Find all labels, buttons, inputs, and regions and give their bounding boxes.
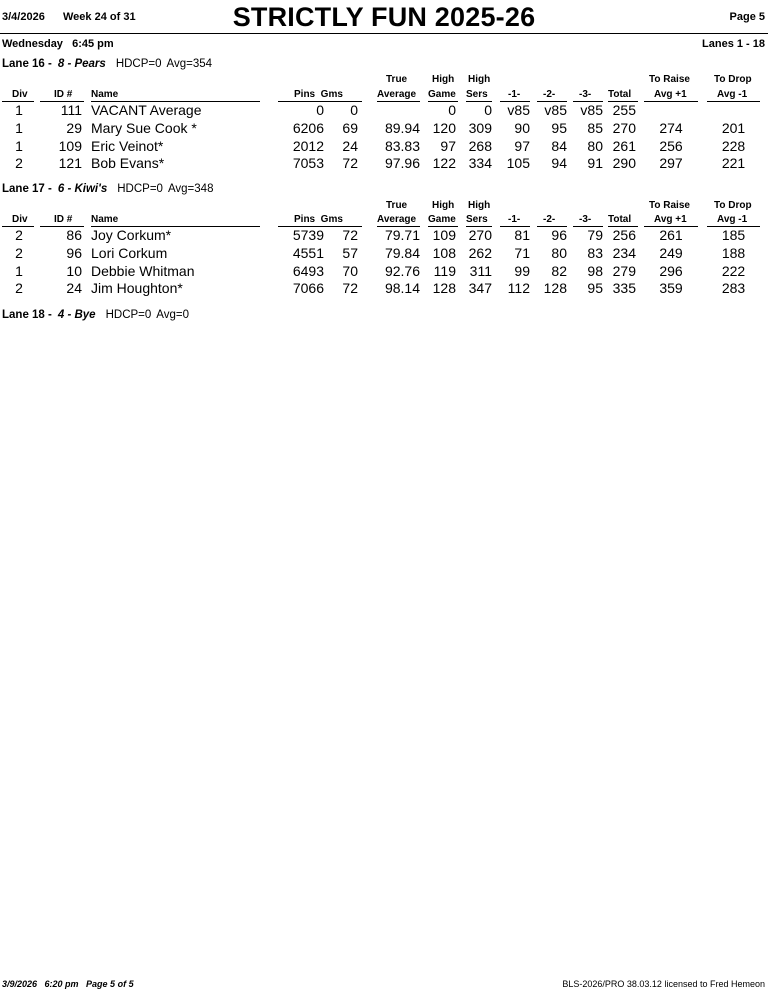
row-to-raise: 274 [659, 120, 683, 136]
team-name: 6 - Kiwi's [57, 183, 108, 195]
row-to-drop: 222 [721, 263, 746, 279]
row-high-game: 122 [432, 155, 456, 171]
row-total: 256 [612, 227, 636, 243]
row-total: 261 [612, 138, 636, 154]
row-div: 1 [15, 120, 23, 136]
row-game-2: v85 [544, 102, 567, 118]
row-game-3: 98 [587, 263, 603, 279]
row-true-average: 89.94 [384, 120, 420, 136]
col-true-label-1: True [386, 200, 408, 211]
col-total: Total [608, 89, 638, 102]
row-high-sers: 309 [468, 120, 492, 136]
row-id: 29 [66, 120, 82, 136]
page-number: Page 5 [729, 11, 765, 23]
row-to-raise: 359 [659, 280, 683, 296]
team-avg: Avg=0 [156, 309, 190, 321]
row-name: Mary Sue Cook * [91, 120, 197, 136]
row-name: VACANT Average [91, 102, 202, 118]
row-game-2: 94 [551, 155, 567, 171]
row-games: 24 [342, 138, 358, 154]
row-to-raise: 297 [659, 155, 683, 171]
row-id: 111 [60, 102, 82, 118]
lane-18-title [2, 309, 189, 321]
row-pins: 6493 [292, 263, 324, 279]
row-high-game: 109 [432, 227, 456, 243]
col-high-sers: Sers [466, 214, 492, 227]
row-pins: 2012 [292, 138, 324, 154]
row-game-3: 95 [587, 280, 603, 296]
row-to-raise: 296 [659, 263, 683, 279]
row-id: 24 [66, 280, 82, 296]
row-total: 234 [612, 245, 636, 261]
row-games: 72 [342, 280, 358, 296]
row-id: 10 [66, 263, 82, 279]
col-raise-label-1: To Raise [649, 200, 690, 211]
lane-16-title [2, 58, 212, 70]
row-game-3: v85 [580, 102, 603, 118]
team-avg: Avg=348 [167, 183, 214, 195]
row-high-game: 119 [433, 263, 456, 279]
row-to-raise: 249 [659, 245, 683, 261]
row-game-3: 80 [587, 138, 603, 154]
row-high-game: 97 [440, 138, 456, 154]
row-high-sers: 0 [484, 102, 492, 118]
row-id: 109 [58, 138, 82, 154]
col-true-average: Average [377, 214, 420, 227]
col-game-3: -3- [573, 89, 603, 102]
col-div: Div [2, 89, 34, 102]
row-high-sers: 268 [468, 138, 492, 154]
row-game-1: 99 [514, 263, 530, 279]
col-drop: Avg -1 [707, 89, 760, 102]
row-game-2: 96 [551, 227, 567, 243]
col-high-game-label-1: High [432, 74, 455, 85]
row-games: 72 [342, 227, 358, 243]
lane-17-title [2, 183, 213, 195]
col-game-3: -3- [573, 214, 603, 227]
row-game-2: 84 [551, 138, 567, 154]
row-true-average: 98.14 [384, 280, 420, 296]
row-pins: 5739 [292, 227, 324, 243]
row-high-game: 120 [432, 120, 456, 136]
row-game-2: 80 [551, 245, 567, 261]
row-true-average: 92.76 [384, 263, 420, 279]
team-name: 8 - Pears [57, 58, 106, 70]
lane-label: Lane 18 - [2, 309, 52, 321]
row-name: Eric Veinot* [91, 138, 164, 154]
row-game-1: 112 [507, 280, 530, 296]
row-name: Lori Corkum [91, 245, 168, 261]
row-high-game: 0 [448, 102, 456, 118]
lane-16-table [0, 74, 768, 194]
col-game-2: -2- [537, 214, 567, 227]
row-name: Bob Evans* [91, 155, 165, 171]
col-high-game-label-1: High [432, 200, 455, 211]
row-total: 255 [612, 102, 636, 118]
col-high-game: Game [428, 89, 458, 102]
lane-label: Lane 17 - [2, 183, 52, 195]
row-high-sers: 311 [469, 263, 492, 279]
row-games: 0 [350, 102, 358, 118]
col-pins-gms: Pins Gms [278, 214, 362, 227]
row-game-1: v85 [507, 102, 530, 118]
row-pins: 7066 [292, 280, 324, 296]
row-high-sers: 347 [468, 280, 492, 296]
col-game-2: -2- [537, 89, 567, 102]
row-div: 1 [15, 102, 23, 118]
row-div: 2 [15, 245, 23, 261]
row-total: 270 [612, 120, 636, 136]
col-true-average: Average [377, 89, 420, 102]
row-to-raise: 256 [659, 138, 683, 154]
row-to-drop: 188 [721, 245, 746, 261]
row-pins: 6206 [292, 120, 324, 136]
col-div: Div [2, 214, 34, 227]
col-true-label-1: True [386, 74, 408, 85]
row-game-3: 83 [587, 245, 603, 261]
team-hdcp: HDCP=0 [105, 309, 152, 321]
row-high-sers: 334 [468, 155, 492, 171]
row-total: 279 [612, 263, 636, 279]
col-game-1: -1- [500, 214, 530, 227]
col-total: Total [608, 214, 638, 227]
row-id: 96 [66, 245, 82, 261]
col-pins-gms: Pins Gms [278, 89, 362, 102]
col-drop-label-1: To Drop [714, 74, 752, 85]
row-game-2: 95 [551, 120, 567, 136]
row-to-drop: 228 [721, 138, 746, 154]
lane-17-table [0, 200, 768, 320]
team-avg: Avg=354 [166, 58, 213, 70]
row-games: 57 [342, 245, 358, 261]
row-game-1: 105 [506, 155, 530, 171]
row-to-drop: 201 [721, 120, 746, 136]
row-game-3: 85 [587, 120, 603, 136]
row-id: 86 [66, 227, 82, 243]
row-pins: 0 [316, 102, 324, 118]
row-to-raise: 261 [659, 227, 683, 243]
row-div: 1 [15, 138, 23, 154]
col-raise: Avg +1 [644, 89, 698, 102]
week-label: Week 24 of 31 [63, 11, 136, 23]
row-game-1: 71 [514, 245, 530, 261]
report-date: 3/4/2026 [2, 11, 45, 23]
row-div: 2 [15, 155, 23, 171]
row-games: 70 [342, 263, 358, 279]
row-true-average: 79.84 [384, 245, 420, 261]
row-total: 290 [612, 155, 636, 171]
row-high-game: 108 [432, 245, 456, 261]
col-raise-label-1: To Raise [649, 74, 690, 85]
row-total: 335 [612, 280, 636, 296]
row-true-average: 79.71 [384, 227, 420, 243]
row-pins: 4551 [292, 245, 324, 261]
col-id: ID # [40, 89, 84, 102]
row-game-1: 97 [514, 138, 530, 154]
row-to-drop: 221 [721, 155, 746, 171]
row-game-3: 79 [587, 227, 603, 243]
row-name: Joy Corkum* [91, 227, 172, 243]
row-games: 69 [342, 120, 358, 136]
row-to-drop: 283 [721, 280, 746, 296]
row-div: 2 [15, 227, 23, 243]
row-pins: 7053 [292, 155, 324, 171]
row-true-average: 97.96 [384, 155, 420, 171]
col-high-sers-label-1: High [468, 74, 491, 85]
row-name: Debbie Whitman [91, 263, 195, 279]
day-time: Wednesday 6:45 pm [2, 38, 114, 50]
col-drop-label-1: To Drop [714, 200, 752, 211]
row-high-game: 128 [432, 280, 456, 296]
col-high-sers: Sers [466, 89, 492, 102]
row-name: Jim Houghton* [91, 280, 183, 296]
team-hdcp: HDCP=0 [117, 183, 163, 195]
col-name: Name [91, 89, 260, 102]
row-game-1: 81 [514, 227, 530, 243]
lane-label: Lane 16 - [2, 58, 52, 70]
col-id: ID # [40, 214, 84, 227]
row-high-sers: 270 [468, 227, 492, 243]
col-drop: Avg -1 [707, 214, 760, 227]
row-id: 121 [58, 155, 82, 171]
footer-print-info: 3/9/2026 6:20 pm Page 5 of 5 [2, 979, 134, 989]
row-high-sers: 262 [468, 245, 492, 261]
team-name: 4 - Bye [57, 309, 96, 321]
header-divider [0, 33, 768, 34]
row-to-drop: 185 [721, 227, 746, 243]
row-div: 2 [15, 280, 23, 296]
col-game-1: -1- [500, 89, 530, 102]
col-high-game: Game [428, 214, 458, 227]
row-games: 72 [342, 155, 358, 171]
page-title: STRICTLY FUN 2025-26 [232, 2, 536, 32]
row-game-2: 82 [551, 263, 567, 279]
col-name: Name [91, 214, 260, 227]
row-game-1: 90 [514, 120, 530, 136]
footer-license: BLS-2026/PRO 38.03.12 licensed to Fred Hemeon [562, 979, 765, 989]
col-high-sers-label-1: High [468, 200, 491, 211]
row-game-3: 91 [587, 155, 603, 171]
row-div: 1 [15, 263, 23, 279]
row-game-2: 128 [543, 280, 567, 296]
col-raise: Avg +1 [644, 214, 698, 227]
row-true-average: 83.83 [384, 138, 420, 154]
team-hdcp: HDCP=0 [115, 58, 162, 70]
lanes-range: Lanes 1 - 18 [702, 38, 765, 50]
